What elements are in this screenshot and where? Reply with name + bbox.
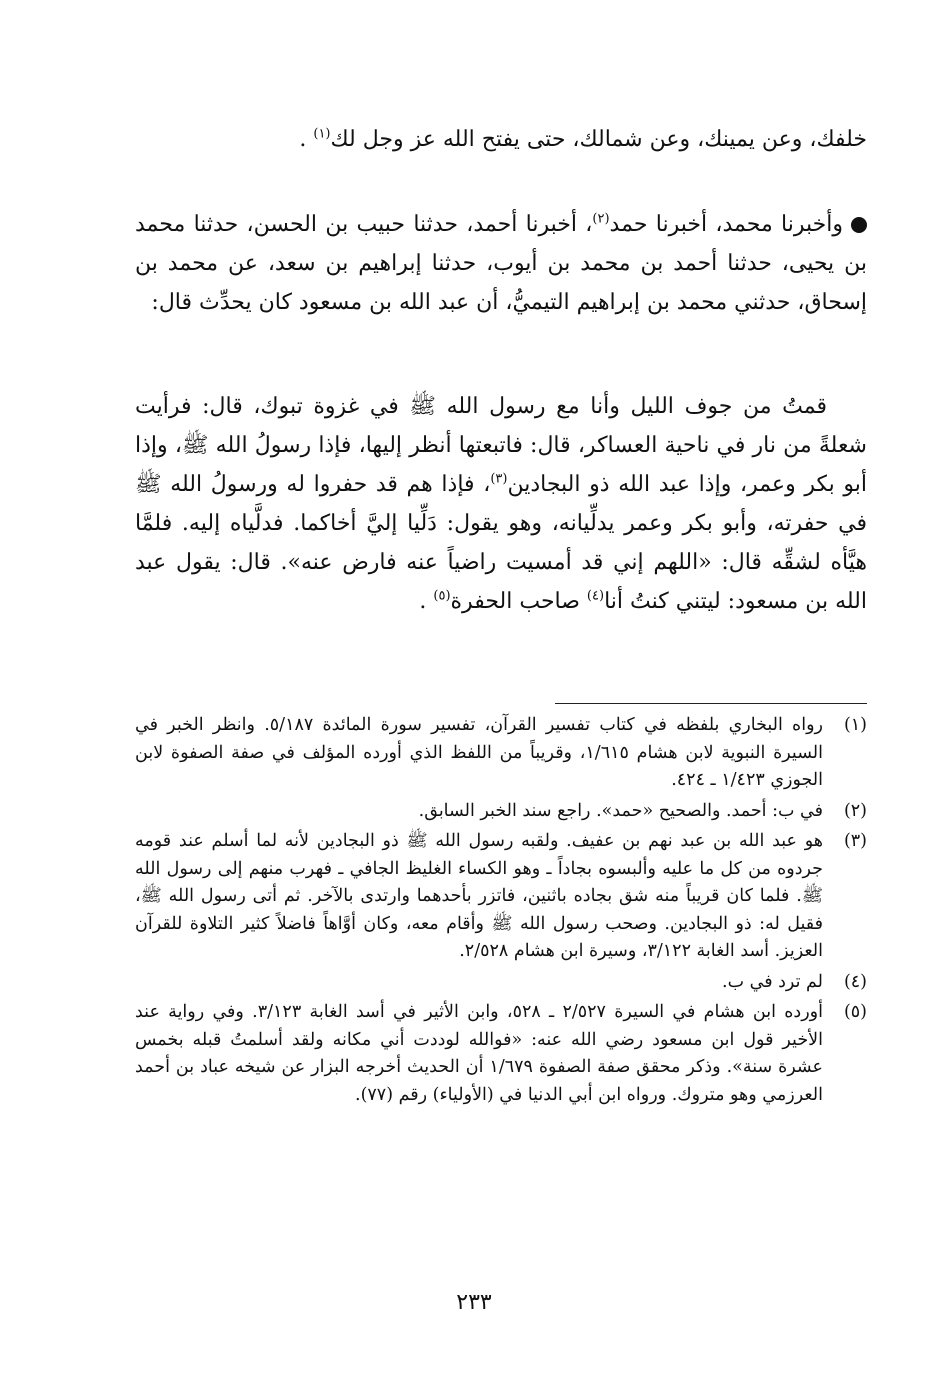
footnote-number: (٤) (843, 971, 867, 992)
footnote-text: هو عبد الله بن عبد نهم بن عفيف. ولقبه رسول الله ﷺ ذو البجادين لأنه لما أسلم عند قومه جردوه من كل ما عليه وألبسوه بجاداً ـ وهو الكساء الغليظ الجافي ـ فهرب منهم إلى رسول الله ﷺ. فلما كان قريباً منه شق بجاده باثنين، فاتزر بأحدهما وارتدى بالآخر. ثم أتى رسول الله ﷺ، فقيل له: ذو البجادين. وصحب رسول الله ﷺ وأقام معه، وكان أوَّاهاً فاضلاً كثير التلاوة للقرآن العزيز. أسد الغابة ٣/١٢٢، وسيرة ابن هشام ٢/٥٢٨. (135, 831, 823, 961)
hadith-paragraph (135, 387, 867, 621)
footnote-text: أورده ابن هشام في السيرة ٢/٥٢٧ ـ ٥٢٨، وابن الأثير في أسد الغابة ٣/١٢٣. وفي رواية عند الأخير قول ابن مسعود رضي الله عنه: «فوالله لوددت أني مكانه ولقد أسلمتُ قبله بخمس عشرة سنة». وذكر محقق صفة الصفوة ١/٦٧٩ أن الحديث أخرجه البزار عن شيخه عباد بن أحمد العرزمي وهو متروك. ورواه ابن أبي الدنيا في (الأولياء) رقم (٧٧). (135, 1002, 823, 1105)
intro-end: . (299, 127, 314, 152)
intro-paragraph (135, 120, 867, 159)
footnote-number: (٥) (843, 1002, 867, 1022)
footnote-2 (135, 798, 867, 826)
hadith-text-3: صاحب الحفرة (450, 589, 587, 614)
footnote-number: (١) (843, 715, 867, 735)
bullet-icon (851, 217, 867, 233)
footnote-number: (٣) (843, 831, 867, 851)
hadith-text-2: ، فإذا هم قد حفروا له ورسولُ الله ﷺ في حفرته، وأبو بكر وعمر يدلِّيانه، وهو يقول: دَلِّيا إليَّ أخاكما. فدلَّياه إليه. فلمَّا هيَّأه لشقِّه قال: «اللهم إني قد أمسيت راضياً عنه فارض عنه». قال: يقول عبد الله بن مسعود: ليتني كنتُ أنا (135, 472, 867, 614)
isnad-text-2: ، أخبرنا أحمد، حدثنا حبيب بن الحسن، حدثنا محمد بن يحيى، حدثنا أحمد بن محمد بن أيوب، حدثنا إبراهيم بن سعد، عن محمد بن إسحاق، حدثني محمد بن إبراهيم التيميُّ، أن عبد الله بن مسعود كان يحدِّث قال: (135, 212, 867, 315)
hadith-text-1: قمتُ من جوف الليل وأنا مع رسول الله ﷺ في غزوة تبوك، قال: فرأيت شعلةً من نار في ناحية العساكر، قال: فاتبعتها أنظر إليها، فإذا رسولُ الله ﷺ، وإذا أبو بكر وعمر، وإذا عبد الله ذو البجادين (135, 394, 867, 497)
footnote-number: (٢) (843, 800, 867, 821)
page-number: ٢٣٣ (456, 1290, 492, 1315)
footnote-separator (555, 703, 867, 704)
footnote-text: في ب: أحمد. والصحيح «حمد». راجع سند الخبر السابق. (418, 800, 823, 821)
footnote-text: رواه البخاري بلفظه في كتاب تفسير القرآن، تفسير سورة المائدة ٥/١٨٧. وانظر الخبر في السيرة النبوية لابن هشام ١/٦١٥، وقريباً من اللفظ الذي أورده المؤلف في صفة الصفوة لابن الجوزي ١/٤٢٣ ـ ٤٢٤. (135, 715, 824, 790)
isnad-text-1: وأخبرنا محمد، أخبرنا حمد (609, 212, 843, 237)
footnote-1 (135, 712, 867, 795)
intro-text: خلفك، وعن يمينك، وعن شمالك، حتى يفتح الله عز وجل لك (330, 127, 867, 152)
isnad-paragraph (135, 205, 867, 322)
footnote-ref-3[interactable]: (٣) (490, 471, 508, 487)
footnote-3 (135, 828, 867, 966)
footnote-text: لم ترد في ب. (722, 971, 823, 992)
footnotes-list (135, 712, 867, 1112)
hadith-end: . (419, 589, 434, 614)
footnote-ref-1[interactable]: (١) (313, 126, 331, 142)
footnote-ref-4[interactable]: (٤) (586, 588, 605, 604)
footnote-5 (135, 999, 867, 1109)
footnote-ref-5[interactable]: (٥) (433, 588, 451, 604)
footnote-ref-2[interactable]: (٢) (592, 211, 610, 227)
footnote-4 (135, 969, 867, 997)
